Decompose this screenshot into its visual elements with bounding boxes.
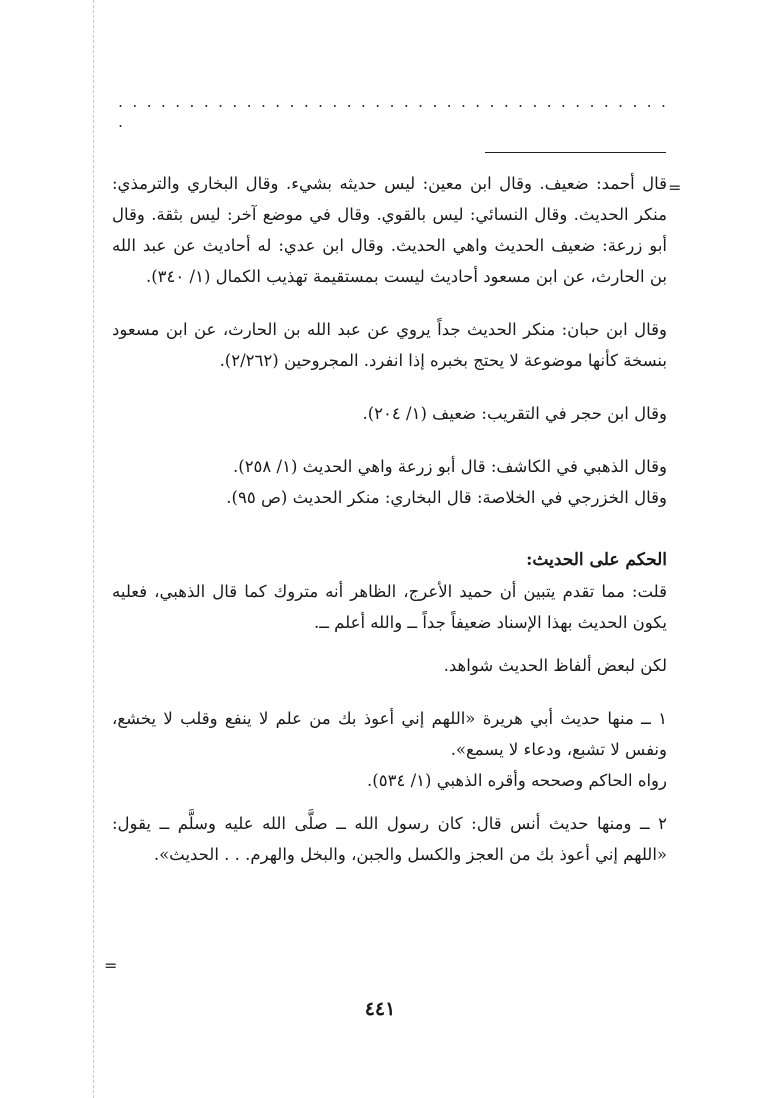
- witness-abu-hurayra: ١ ــ منها حديث أبي هريرة «اللهم إني أعوذ بك من علم لا ينفع وقلب لا يخشع، ونفس لا تشبع، ودعاء لا يسمع».: [112, 709, 667, 759]
- footnote-paragraph-ibn-hibban: وقال ابن حبان: منكر الحديث جداً يروي عن عبد الله بن الحارث، عن ابن مسعود بنسخة كأنها موضوعة لا يحتج بخبره إذا انفرد. المجروحين (٢/٢٦٢).: [112, 320, 667, 370]
- witnesses-intro: لكن لبعض ألفاظ الحديث شواهد.: [443, 656, 667, 675]
- continuation-marker-top: =: [668, 178, 682, 197]
- witness-anas: ٢ ــ ومنها حديث أنس قال: كان رسول الله ــ صلَّى الله عليه وسلَّم ــ يقول: «اللهم إني أعوذ بك من العجز والكسل والجبن، والبخل والهرم. . . الحديث».: [112, 814, 667, 864]
- footnote-paragraph-khazraji: وقال الخزرجي في الخلاصة: قال البخاري: منكر الحديث (ص ٩٥).: [226, 488, 667, 507]
- ruling-paragraph: قلت: مما تقدم يتبين أن حميد الأعرج، الظاهر أنه متروك كما قال الذهبي، فعليه يكون الحديث بهذا الإسناد ضعيفاً جداً ــ والله أعلم ــ.: [112, 582, 667, 632]
- footnote-paragraph-ibn-hajar: وقال ابن حجر في التقريب: ضعيف (١/ ٢٠٤).: [362, 404, 667, 423]
- footnote-paragraph-ahmad: قال أحمد: ضعيف. وقال ابن معين: ليس حديثه بشيء. وقال البخاري والترمذي: منكر الحديث. وقال النسائي: ليس بالقوي. وقال في موضع آخر: ليس بثقة. وقال أبو زرعة: ضعيف الحديث واهي الحديث. وقال ابن عدي: له أحاديث عن عبد الله بن الحارث، عن ابن مسعود أحاديث ليست بمستقيمة تهذيب الكمال (١/ ٣٤٠).: [112, 174, 667, 286]
- margin-guide-line: [93, 0, 94, 1098]
- footnote-rule: [485, 152, 666, 153]
- footnote-paragraph-dhahabi: وقال الذهبي في الكاشف: قال أبو زرعة واهي الحديث (١/ ٢٥٨).: [233, 457, 667, 476]
- ruling-heading: الحكم على الحديث:: [526, 550, 667, 570]
- continuation-marker-bottom: =: [104, 956, 118, 975]
- page-number: ٤٤١: [364, 998, 396, 1020]
- page-body: [112, 168, 667, 870]
- witness-abu-hurayra-source: رواه الحاكم وصححه وأقره الذهبي (١/ ٥٣٤).: [367, 771, 667, 790]
- dotted-separator: . . . . . . . . . . . . . . . . . . . . . . . . . . . . . . . . . . . . . . . .: [118, 92, 668, 131]
